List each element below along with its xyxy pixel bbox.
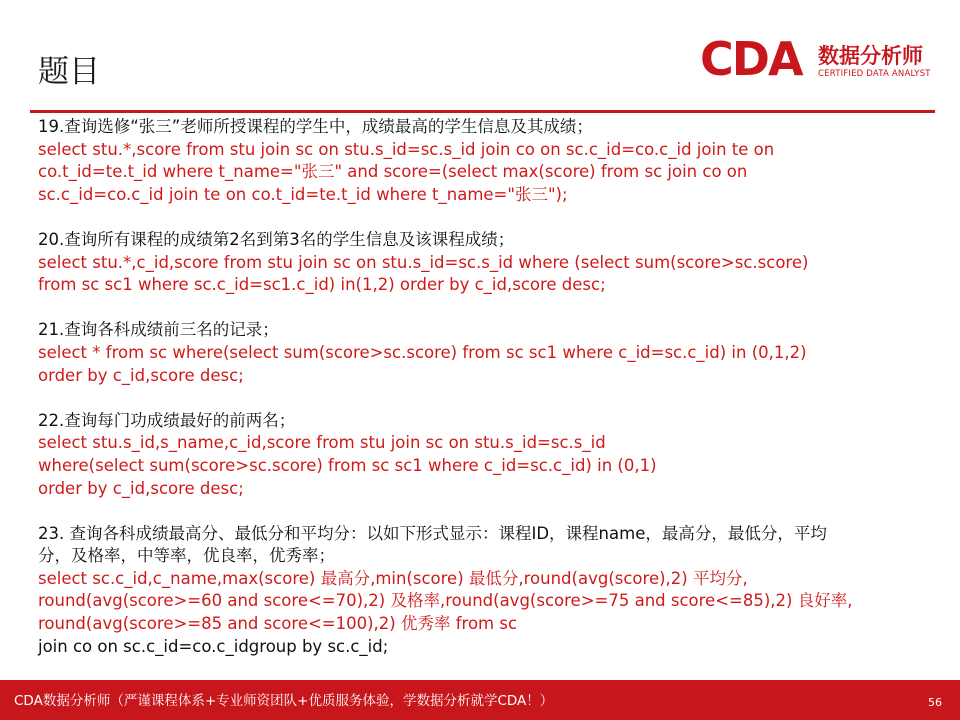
answer-19-line-1: select stu.*,score from stu join sc on stu.s_id=sc.s_id join co on sc.c_id=co.c_id join te on [38,139,775,159]
title-divider [30,110,935,113]
question-23-line-2: 分，及格率，中等率，优良率，优秀率； [38,546,335,566]
logo-english-text: CERTIFIED DATA ANALYST [818,69,931,79]
spacer [38,206,933,229]
answer-22-line-2: where(select sum(score>sc.score) from sc sc1 where c_id=sc.c_id) in (0,1) [38,455,657,475]
answer-22-line-3: order by c_id,score desc; [38,478,244,498]
answer-23-line-2: round(avg(score>=60 and score<=70),2) 及格率,round(avg(score>=75 and score<=85),2) 良好率, [38,591,853,611]
page-number: 56 [928,696,942,709]
spacer [38,387,933,410]
answer-19-line-3: sc.c_id=co.c_id join te on co.t_id=te.t_id where t_name="张三"); [38,184,568,204]
answer-21-line-2: order by c_id,score desc; [38,365,244,385]
answer-22-line-1: select stu.s_id,s_name,c_id,score from stu join sc on stu.s_id=sc.s_id [38,433,606,453]
answer-19-line-2: co.t_id=te.t_id where t_name="张三" and score=(select max(score) from sc join co on [38,162,748,182]
footer-bar [0,680,960,720]
answer-20-line-2: from sc sc1 where sc.c_id=sc1.c_id) in(1,2) order by c_id,score desc; [38,275,606,295]
answer-20-line-1: select stu.*,c_id,score from stu join sc on stu.s_id=sc.s_id where (select sum(score>sc.score) [38,252,809,272]
question-21: 21.查询各科成绩前三名的记录； [38,320,279,340]
spacer [38,500,933,523]
logo-chinese-text: 数据分析师 [818,44,923,68]
logo-cda-text: CDA [700,32,802,86]
question-22: 22.查询每门功成绩最好的前两名； [38,410,296,430]
answer-21-line-1: select * from sc where(select sum(score>sc.score) from sc sc1 where c_id=sc.c_id) in (0,1,2) [38,342,807,362]
answer-23-line-3: round(avg(score>=85 and score<=100),2) 优秀率 from sc [38,614,518,634]
answer-23-line-1: select sc.c_id,c_name,max(score) 最高分,min(score) 最低分,round(avg(score),2) 平均分, [38,568,748,588]
question-20: 20.查询所有课程的成绩第2名到第3名的学生信息及该课程成绩； [38,229,515,249]
question-19: 19.查询选修“张三”老师所授课程的学生中，成绩最高的学生信息及其成绩； [38,117,593,136]
question-23-line-1: 23. 查询各科成绩最高分、最低分和平均分：以如下形式显示：课程ID，课程name，最高分，最低分，平均 [38,523,827,543]
cda-logo [700,32,935,90]
answer-23-line-4: join co on sc.c_id=co.c_idgroup by sc.c_id; [38,636,389,656]
footer-text: CDA数据分析师（严谨课程体系+专业师资团队+优质服务体验，学数据分析就学CDA！） [14,693,554,709]
slide-content [38,116,933,658]
spacer [38,297,933,320]
slide-title: 题目 [38,54,100,90]
